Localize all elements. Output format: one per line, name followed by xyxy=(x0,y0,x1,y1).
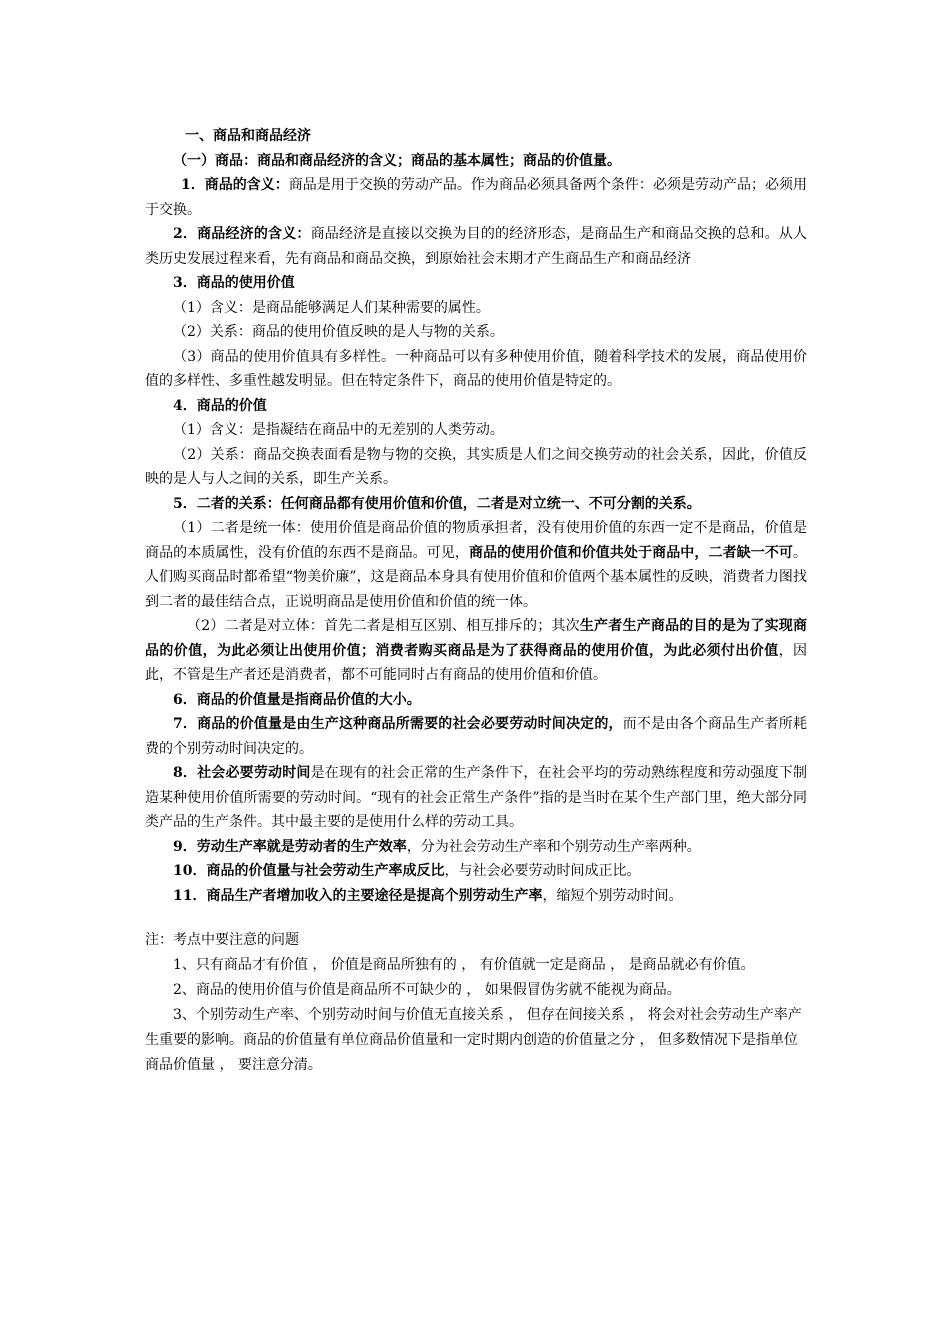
item-3a: （1）含义：是商品能够满足人们某种需要的属性。 xyxy=(173,299,490,316)
item-5a-text-1: （1）二者是统一体：使用价值是商品价值的物质承担者，没有使用价值的东西一定不是商品，价值是商品的本质属性，没有价值的东西不是商品。可见， xyxy=(145,520,807,561)
item-3-title: 3．商品的使用价值 xyxy=(173,275,295,291)
item-5b xyxy=(145,614,807,688)
note-1: 1、只有商品才有价值 ， 价值是商品所独有的 ， 有价值就一定是商品 ， 是商品就必有价值。 xyxy=(173,957,755,973)
item-1 xyxy=(145,173,807,222)
notes-heading: 注：考点中要注意的问题 xyxy=(145,932,299,948)
item-7-text: 而不是由各个商品生产者所耗费的个别劳动时间决定的。 xyxy=(145,716,807,757)
item-4-title: 4．商品的价值 xyxy=(173,397,267,414)
item-5b-text-2: ，因此，不管是生产者还是消费者，都不可能同时占有商品的使用价值和价值。 xyxy=(145,642,808,683)
item-8-bold: 8．社会必要劳动时间 xyxy=(173,765,311,781)
item-11-text: ，缩短个别劳动时间。 xyxy=(542,887,683,904)
item-7 xyxy=(145,712,807,761)
item-3c: （3）商品的使用价值具有多样性。一种商品可以有多种使用价值，随着科学技术的发展，商品使用价值的多样性、多重性越发明显。但在特定条件下，商品的使用价值是特定的。 xyxy=(145,348,807,389)
item-5-title: 5．二者的关系：任何商品都有使用价值和价值，二者是对立统一、不可分割的关系。 xyxy=(173,495,701,512)
note-3: 3、个别劳动生产率、个别劳动时间与价值无直接关系 ， 但存在间接关系 ， 将会对社会劳动生产率产生重要的影响。商品的价值量有单位商品价值量和一定时期内创造的价值量之分 ， 但多数情况下是指单位商品价值量 ， 要注意分清。 xyxy=(145,1007,802,1073)
item-5a xyxy=(145,516,807,614)
item-8 xyxy=(145,761,807,835)
item-11-bold: 11．商品生产者增加收入的主要途径是提高个别劳动生产率 xyxy=(173,887,543,904)
item-2-label: 2．商品经济的含义： xyxy=(173,226,311,242)
item-9-text: ，分为社会劳动生产率和个别劳动生产率两种。 xyxy=(406,838,701,855)
section-title: 一、商品和商品经济 xyxy=(185,128,311,144)
item-1-label: 1．商品的含义： xyxy=(181,177,289,193)
item-11 xyxy=(145,884,807,909)
item-4b: （2）关系：商品交换表面看是物与物的交换，其实质是人们之间交换劳动的社会关系，因此，价值反映的是人与人之间的关系，即生产关系。 xyxy=(145,446,807,487)
item-5b-bold: 生产者生产商品的目的是为了实现商品的价值，为此必须让出使用价值；消费者购买商品是为了获得商品的使用价值，为此必须付出价值 xyxy=(145,618,807,659)
note-2: 2、商品的使用价值与价值是商品所不可缺少的 ， 如果假冒伪劣就不能视为商品。 xyxy=(173,982,681,998)
spacer xyxy=(145,908,807,928)
item-10 xyxy=(145,859,807,884)
item-5a-bold: 商品的使用价值和价值共处于商品中，二者缺一不可 xyxy=(469,544,793,561)
item-9-bold: 9．劳动生产率就是劳动者的生产效率 xyxy=(173,838,407,855)
item-5b-text-1: （2）二者是对立体：首先二者是相互区别、相互排斥的；其次 xyxy=(187,618,580,634)
item-2 xyxy=(145,222,807,271)
item-1-text: 商品是用于交换的劳动产品。作为商品必须具备两个条件：必须是劳动产品；必须用于交换。 xyxy=(145,177,807,218)
item-4a: （1）含义：是指凝结在商品中的无差别的人类劳动。 xyxy=(173,422,504,438)
item-10-bold: 10．商品的价值量与社会劳动生产率成反比 xyxy=(173,863,445,879)
document-body xyxy=(145,124,807,1078)
item-3b: （2）关系：商品的使用价值反映的是人与物的关系。 xyxy=(173,324,504,340)
item-9 xyxy=(145,835,807,860)
item-10-text: ，与社会必要劳动时间成正比。 xyxy=(444,863,641,879)
item-5a-text-2: 。人们购买商品时都希望“物美价廉”，这是商品本身具有使用价值和价值两个基本属性的反映，消费者力图找到二者的最佳结合点，正说明商品是使用价值和价值的统一体。 xyxy=(145,544,807,610)
section-subtitle: （一）商品：商品和商品经济的含义；商品的基本属性；商品的价值量。 xyxy=(173,152,621,169)
item-6: 6．商品的价值量是指商品价值的大小。 xyxy=(173,691,421,708)
item-8-text: 是在现有的社会正常的生产条件下，在社会平均的劳动熟练程度和劳动强度下制造某种使用价值所需要的劳动时间。“现有的社会正常生产条件”指的是当时在某个生产部门里，绝大部分同类产品的生产条件。其中最主要的是使用什么样的劳动工具。 xyxy=(145,765,807,830)
item-2-text: 商品经济是直接以交换为目的的经济形态，是商品生产和商品交换的总和。从人类历史发展过程来看，先有商品和商品交换，到原始社会末期才产生商品生产和商品经济 xyxy=(145,226,807,267)
item-7-bold: 7．商品的价值量是由生产这种商品所需要的社会必要劳动时间决定的， xyxy=(173,716,623,732)
